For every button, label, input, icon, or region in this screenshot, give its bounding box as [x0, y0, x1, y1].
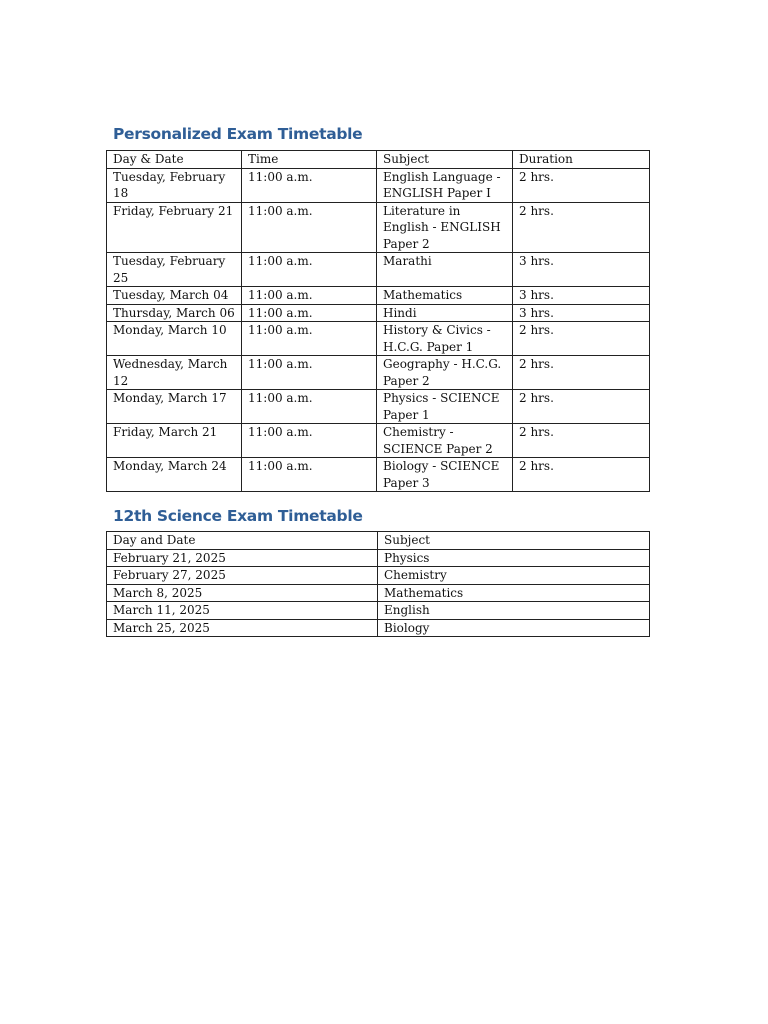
subject-cell: Physics	[378, 549, 650, 567]
header-cell-day-date: Day & Date	[107, 151, 242, 169]
table-row	[107, 584, 650, 602]
table-row	[107, 304, 650, 322]
table-row	[107, 602, 650, 620]
subject-cell: Biology	[378, 619, 650, 637]
table-row	[107, 253, 650, 287]
subject-cell: Biology - SCIENCE Paper 3	[377, 458, 513, 492]
day-date-cell: March 11, 2025	[107, 602, 378, 620]
table-row	[107, 567, 650, 585]
day-date-cell: Wednesday, March 12	[107, 356, 242, 390]
day-date-cell: March 25, 2025	[107, 619, 378, 637]
duration-cell: 2 hrs.	[513, 202, 650, 253]
table-row	[107, 458, 650, 492]
day-date-cell: Monday, March 10	[107, 322, 242, 356]
day-date-cell: Monday, March 24	[107, 458, 242, 492]
personalized-timetable-heading: Personalized Exam Timetable	[113, 125, 363, 143]
header-cell-time: Time	[242, 151, 377, 169]
time-cell: 11:00 a.m.	[242, 458, 377, 492]
day-date-cell: Tuesday, February 18	[107, 168, 242, 202]
table-row	[107, 168, 650, 202]
subject-cell: Literature in English - ENGLISH Paper 2	[377, 202, 513, 253]
time-cell: 11:00 a.m.	[242, 287, 377, 305]
duration-cell: 2 hrs.	[513, 390, 650, 424]
duration-cell: 3 hrs.	[513, 253, 650, 287]
table-row	[107, 619, 650, 637]
table-header-row	[107, 151, 650, 169]
duration-cell: 2 hrs.	[513, 322, 650, 356]
day-date-cell: February 21, 2025	[107, 549, 378, 567]
day-date-cell: February 27, 2025	[107, 567, 378, 585]
time-cell: 11:00 a.m.	[242, 356, 377, 390]
subject-cell: Mathematics	[378, 584, 650, 602]
table-row	[107, 356, 650, 390]
duration-cell: 2 hrs.	[513, 356, 650, 390]
subject-cell: English Language - ENGLISH Paper I	[377, 168, 513, 202]
subject-cell: Hindi	[377, 304, 513, 322]
subject-cell: Chemistry	[378, 567, 650, 585]
header-cell-subject: Subject	[377, 151, 513, 169]
day-date-cell: Friday, March 21	[107, 424, 242, 458]
table-row	[107, 549, 650, 567]
header-cell-day-date: Day and Date	[107, 532, 378, 550]
duration-cell: 2 hrs.	[513, 458, 650, 492]
time-cell: 11:00 a.m.	[242, 253, 377, 287]
table-row	[107, 202, 650, 253]
time-cell: 11:00 a.m.	[242, 168, 377, 202]
table-row	[107, 390, 650, 424]
time-cell: 11:00 a.m.	[242, 424, 377, 458]
duration-cell: 3 hrs.	[513, 304, 650, 322]
personalized-timetable-table	[106, 150, 650, 492]
science-timetable-heading: 12th Science Exam Timetable	[113, 507, 363, 525]
header-cell-duration: Duration	[513, 151, 650, 169]
subject-cell: Physics - SCIENCE Paper 1	[377, 390, 513, 424]
duration-cell: 2 hrs.	[513, 168, 650, 202]
day-date-cell: Tuesday, February 25	[107, 253, 242, 287]
time-cell: 11:00 a.m.	[242, 322, 377, 356]
science-timetable-table	[106, 531, 650, 637]
header-cell-subject: Subject	[378, 532, 650, 550]
subject-cell: Geography - H.C.G. Paper 2	[377, 356, 513, 390]
time-cell: 11:00 a.m.	[242, 202, 377, 253]
day-date-cell: Friday, February 21	[107, 202, 242, 253]
day-date-cell: Thursday, March 06	[107, 304, 242, 322]
time-cell: 11:00 a.m.	[242, 390, 377, 424]
subject-cell: Chemistry - SCIENCE Paper 2	[377, 424, 513, 458]
duration-cell: 2 hrs.	[513, 424, 650, 458]
subject-cell: History & Civics - H.C.G. Paper 1	[377, 322, 513, 356]
table-row	[107, 287, 650, 305]
subject-cell: Mathematics	[377, 287, 513, 305]
day-date-cell: Tuesday, March 04	[107, 287, 242, 305]
subject-cell: English	[378, 602, 650, 620]
table-row	[107, 424, 650, 458]
table-header-row	[107, 532, 650, 550]
time-cell: 11:00 a.m.	[242, 304, 377, 322]
table-row	[107, 322, 650, 356]
day-date-cell: Monday, March 17	[107, 390, 242, 424]
subject-cell: Marathi	[377, 253, 513, 287]
day-date-cell: March 8, 2025	[107, 584, 378, 602]
duration-cell: 3 hrs.	[513, 287, 650, 305]
